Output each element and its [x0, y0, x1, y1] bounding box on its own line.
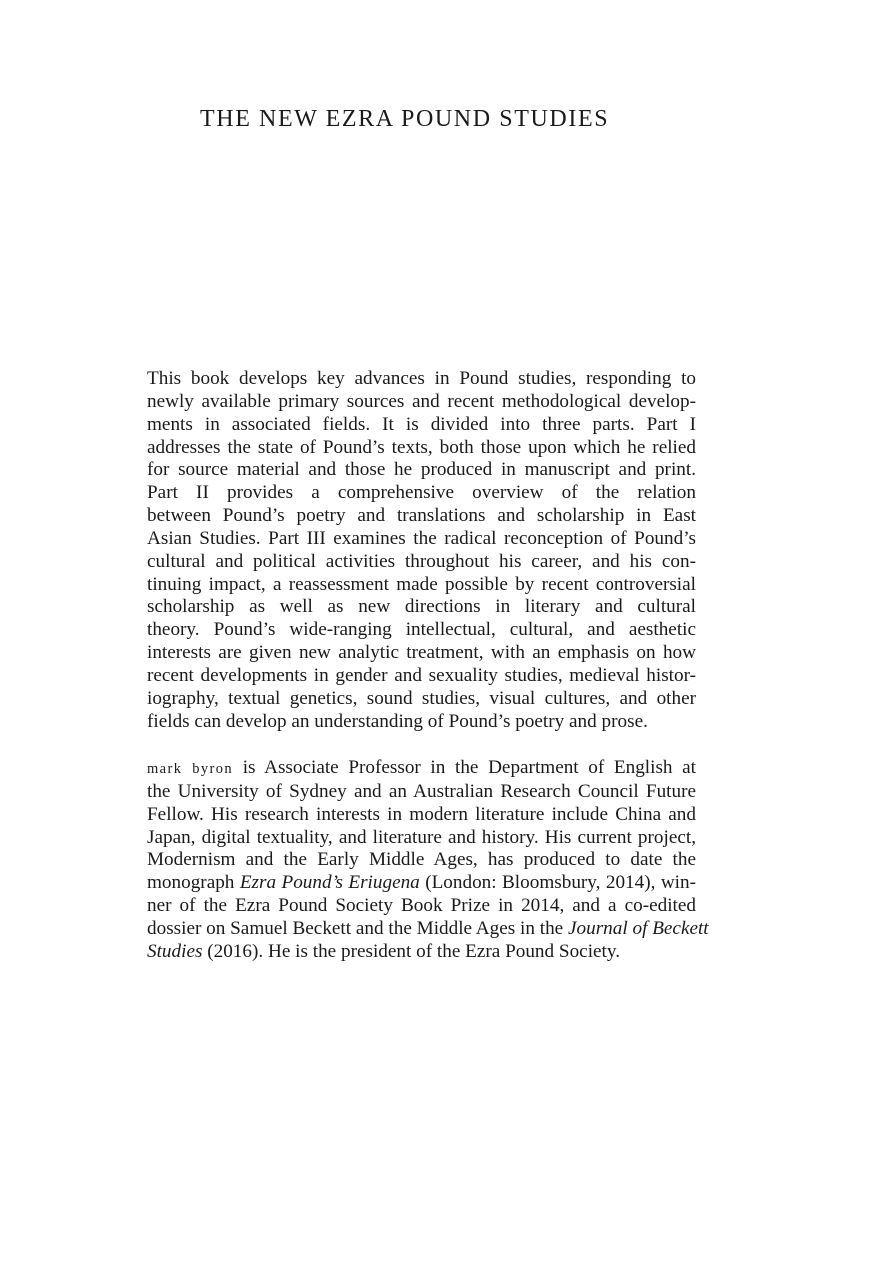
- bio-line: monograph Ezra Pound’s Eriugena (London: Bloomsbury, 2014), win-: [147, 872, 696, 894]
- description-line: scholarship as well as new directions in literary and cultural: [147, 596, 696, 618]
- description-line: Part II provides a comprehensive overview of the relation: [147, 482, 696, 504]
- book-description: [147, 368, 696, 734]
- description-line: between Pound’s poetry and translations and scholarship in East: [147, 505, 696, 527]
- bio-line: mark byron is Associate Professor in the Department of English at: [147, 757, 696, 778]
- bio-line: Fellow. His research interests in modern literature include China and: [147, 803, 696, 825]
- description-line: theory. Pound’s wide-ranging intellectual, cultural, and aesthetic: [147, 619, 696, 641]
- bio-line: ner of the Ezra Pound Society Book Prize in 2014, and a co-edited: [147, 895, 696, 917]
- bio-line: the University of Sydney and an Australian Research Council Future: [147, 780, 696, 802]
- author-name: mark byron: [147, 761, 234, 777]
- bio-line: Japan, digital textuality, and literature and history. His current project,: [147, 826, 696, 848]
- description-line: fields can develop an understanding of Pound’s poetry and prose.: [147, 710, 648, 732]
- description-line: iography, textual genetics, sound studies, visual cultures, and other: [147, 687, 696, 709]
- description-line: ments in associated fields. It is divided into three parts. Part I: [147, 413, 696, 435]
- bio-line: Studies (2016). He is the president of the Ezra Pound Society.: [147, 940, 621, 962]
- description-line: cultural and political activities throughout his career, and his con-: [147, 550, 696, 572]
- description-line: recent developments in gender and sexuality studies, medieval histor-: [147, 664, 696, 686]
- description-line: tinuing impact, a reassessment made possible by recent controversial: [147, 573, 696, 595]
- description-line: Asian Studies. Part III examines the radical reconception of Pound’s: [147, 527, 696, 549]
- journal-title: Studies: [147, 940, 203, 962]
- book-title: Ezra Pound’s Eriugena: [239, 872, 420, 894]
- bio-line: dossier on Samuel Beckett and the Middle Ages in the Journal of Beckett: [147, 917, 709, 939]
- description-line: for source material and those he produced in manuscript and print.: [147, 459, 696, 481]
- description-line: newly available primary sources and recent methodological develop-: [147, 390, 696, 412]
- description-line: interests are given new analytic treatment, with an emphasis on how: [147, 642, 696, 664]
- description-line: This book develops key advances in Pound studies, responding to: [147, 368, 696, 389]
- description-line: addresses the state of Pound’s texts, both those upon which he relied: [147, 436, 696, 458]
- page-title: THE NEW EZRA POUND STUDIES: [200, 106, 610, 132]
- author-bio: [147, 757, 709, 964]
- bio-line: Modernism and the Early Middle Ages, has produced to date the: [147, 849, 696, 871]
- journal-title: Journal of Beckett: [567, 917, 709, 939]
